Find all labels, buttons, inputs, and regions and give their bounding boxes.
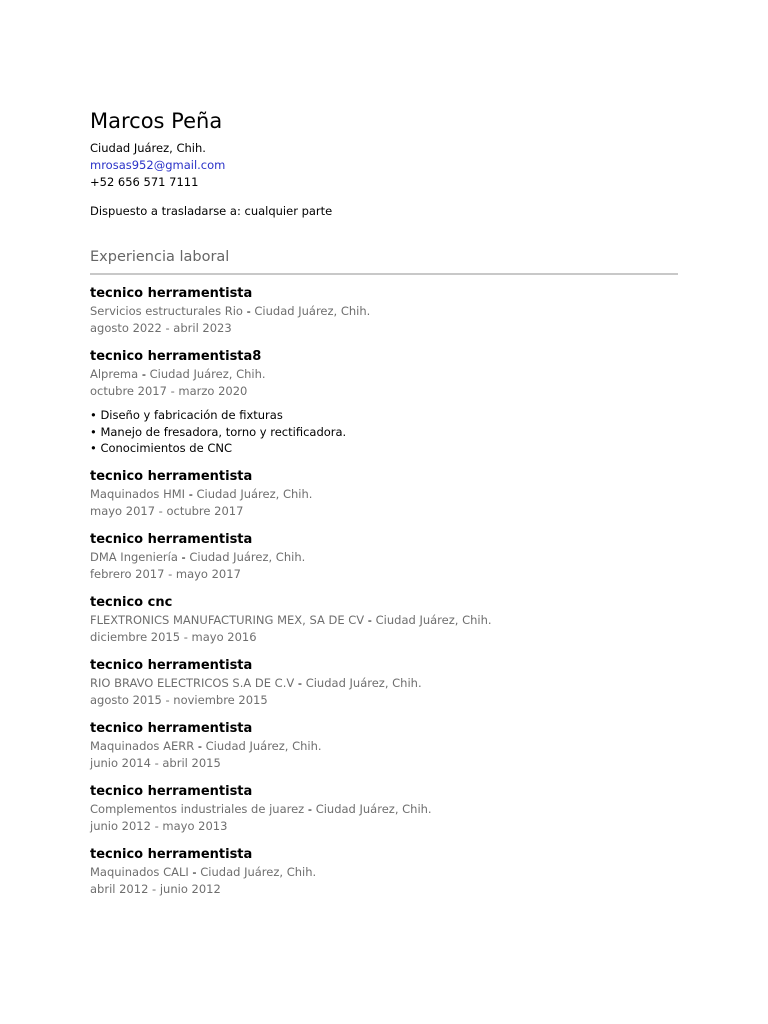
job-description [90, 407, 678, 457]
job-entry [90, 657, 678, 709]
job-title: tecnico herramentista [90, 846, 253, 862]
job-company: Complementos industriales de juarez [90, 801, 305, 816]
job-dates: febrero 2017 - mayo 2017 [90, 566, 241, 581]
job-list [90, 285, 678, 898]
job-location: Ciudad Juárez, Chih. [315, 801, 432, 816]
job-company: Maquinados CALI [90, 864, 189, 879]
job-location: Ciudad Juárez, Chih. [149, 367, 266, 381]
job-dates: junio 2014 - abril 2015 [90, 755, 221, 770]
job-title: tecnico cnc [90, 594, 173, 610]
job-dates: mayo 2017 - octubre 2017 [90, 503, 244, 518]
section-title: Experiencia laboral [90, 249, 230, 265]
job-company-line [90, 549, 678, 566]
job-title: tecnico herramentista [90, 720, 253, 736]
job-separator: - [194, 738, 206, 753]
job-dates: octubre 2017 - marzo 2020 [90, 384, 248, 398]
job-title: tecnico herramentista [90, 286, 253, 301]
job-company-line [90, 801, 678, 818]
job-separator: - [294, 675, 306, 690]
job-dates: agosto 2015 - noviembre 2015 [90, 692, 268, 707]
job-location: Ciudad Juárez, Chih. [200, 864, 317, 879]
job-entry [90, 846, 678, 898]
job-entry [90, 783, 678, 835]
job-title: tecnico herramentista8 [90, 349, 262, 364]
job-dates: agosto 2022 - abril 2023 [90, 321, 232, 335]
job-company-line [90, 675, 678, 692]
phone-number: +52 656 571 7111 [90, 175, 199, 189]
email-link[interactable]: mrosas952@gmail.com [90, 158, 226, 172]
job-entry [90, 348, 678, 457]
job-entry [90, 594, 678, 646]
job-separator: - [364, 612, 376, 627]
job-location: Ciudad Juárez, Chih. [196, 486, 313, 501]
job-company: DMA Ingeniería [90, 549, 178, 564]
job-entry [90, 720, 678, 772]
job-separator: - [185, 486, 197, 501]
job-bullet: • Manejo de fresadora, torno y rectificadora. [90, 424, 347, 439]
job-company-line [90, 366, 678, 383]
job-title: tecnico herramentista [90, 783, 253, 799]
candidate-location: Ciudad Juárez, Chih. [90, 141, 206, 155]
job-entry [90, 285, 678, 337]
job-separator: - [242, 304, 255, 318]
job-location: Ciudad Juárez, Chih. [254, 304, 371, 318]
job-bullet: • Conocimientos de CNC [90, 441, 232, 455]
job-title: tecnico herramentista [90, 657, 253, 673]
job-title: tecnico herramentista [90, 531, 253, 547]
job-separator: - [304, 801, 316, 816]
job-company-line [90, 486, 678, 503]
job-separator: - [138, 367, 150, 381]
job-title: tecnico herramentista [90, 468, 253, 484]
section-divider [90, 273, 678, 275]
job-company: Alprema [90, 367, 139, 381]
relocation-preference: Dispuesto a trasladarse a: cualquier parte [90, 204, 333, 218]
job-dates: abril 2012 - junio 2012 [90, 881, 221, 896]
job-company: RIO BRAVO ELECTRICOS S.A DE C.V [90, 675, 295, 690]
job-company: Maquinados AERR [90, 738, 195, 753]
job-separator: - [188, 864, 201, 879]
job-company-line [90, 612, 678, 629]
job-entry [90, 468, 678, 520]
job-company: FLEXTRONICS MANUFACTURING MEX, SA DE CV [90, 612, 365, 627]
job-company: Maquinados HMI [90, 486, 186, 501]
candidate-name: Marcos Peña [90, 109, 223, 133]
job-entry [90, 531, 678, 583]
job-company-line [90, 864, 678, 881]
job-separator: - [177, 549, 190, 564]
job-dates: diciembre 2015 - mayo 2016 [90, 629, 257, 644]
job-location: Ciudad Juárez, Chih. [375, 612, 492, 627]
job-dates: junio 2012 - mayo 2013 [90, 818, 228, 833]
job-company: Servicios estructurales Rio [90, 304, 243, 318]
job-location: Ciudad Juárez, Chih. [305, 675, 422, 690]
job-bullet: • Diseño y fabricación de fixturas [90, 408, 283, 422]
job-location: Ciudad Juárez, Chih. [205, 738, 322, 753]
job-company-line [90, 303, 678, 320]
job-location: Ciudad Juárez, Chih. [189, 549, 306, 564]
job-company-line [90, 738, 678, 755]
